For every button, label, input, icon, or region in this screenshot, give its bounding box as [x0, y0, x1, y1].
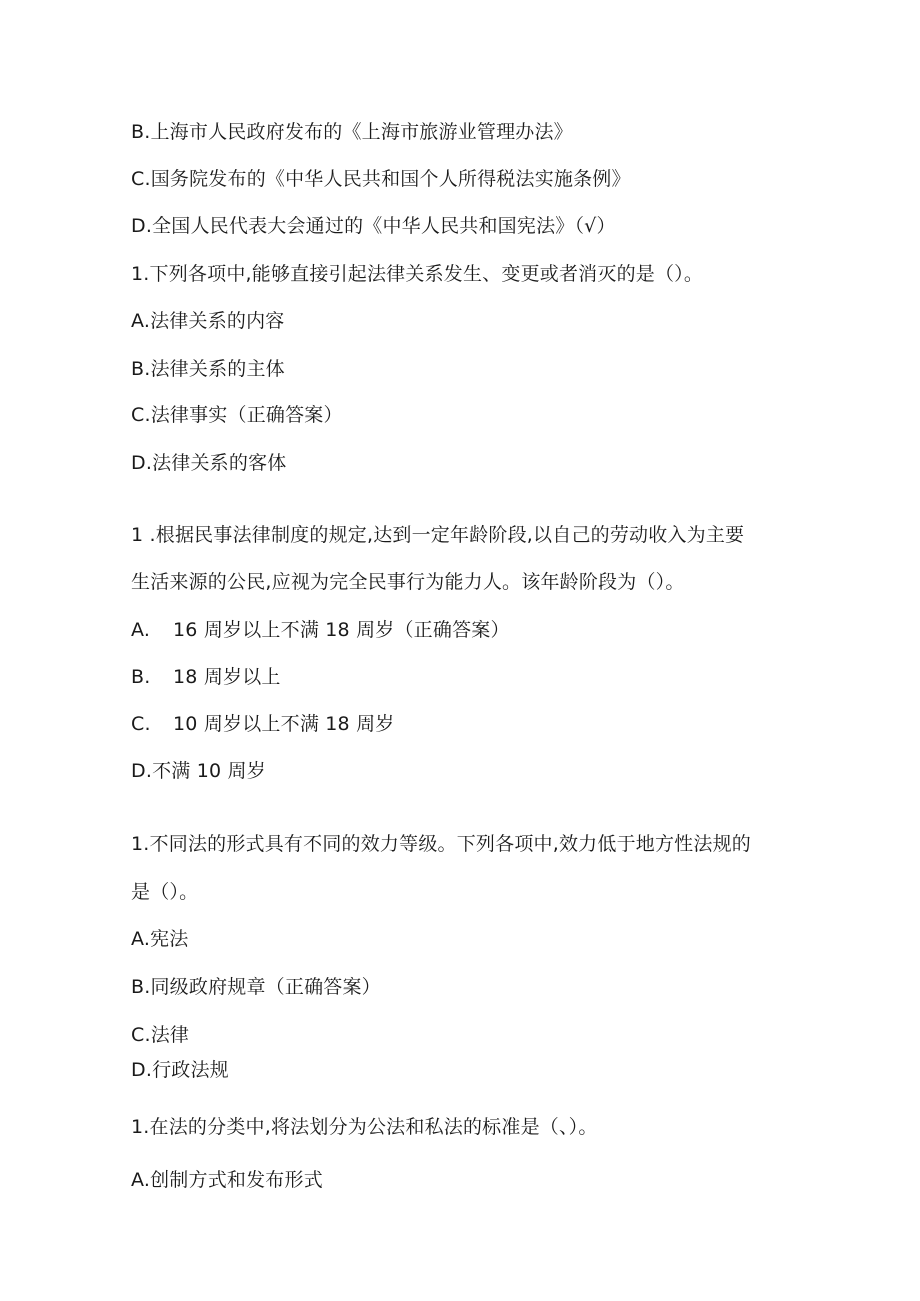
- q2-option-c-text: 10 周岁以上不满 18 周岁: [173, 713, 395, 735]
- q2-stem-line-1: 1 .根据民事法律制度的规定,达到一定年龄阶段,以自己的劳动收入为主要: [131, 524, 745, 546]
- q2-stem-line-2: 生活来源的公民,应视为完全民事行为能力人。该年龄阶段为（）。: [131, 571, 685, 593]
- q2-option-a-text: 16 周岁以上不满 18 周岁（正确答案）: [173, 619, 510, 641]
- q2-option-b-letter: B.: [131, 666, 151, 688]
- q3-option-d: D.行政法规: [131, 1059, 229, 1081]
- q4-stem: 1.在法的分类中,将法划分为公法和私法的标准是（、）。: [131, 1116, 598, 1138]
- q3-stem-line-1: 1.不同法的形式具有不同的效力等级。下列各项中,效力低于地方性法规的: [131, 833, 751, 855]
- q4-option-a: A.创制方式和发布形式: [131, 1169, 323, 1191]
- q2-option-b-text: 18 周岁以上: [173, 666, 281, 688]
- block1-option-c: C.国务院发布的《中华人民共和国个人所得税法实施条例》: [131, 168, 631, 190]
- q2-option-a: [131, 617, 510, 643]
- q3-option-c: C.法律: [131, 1024, 190, 1046]
- q1-option-a: A.法律关系的内容: [131, 310, 285, 332]
- q1-option-b: B.法律关系的主体: [131, 358, 285, 380]
- block1-option-d: D.全国人民代表大会通过的《中华人民共和国宪法》（√）: [131, 215, 616, 237]
- q2-option-d: D.不满 10 周岁: [131, 760, 266, 782]
- q1-stem: 1.下列各项中,能够直接引起法律关系发生、变更或者消灭的是（）。: [131, 263, 704, 285]
- q1-option-d: D.法律关系的客体: [131, 452, 287, 474]
- q3-option-a: A.宪法: [131, 928, 189, 950]
- q3-stem-line-2: 是（）。: [131, 881, 199, 903]
- block1-option-b: B.上海市人民政府发布的《上海市旅游业管理办法》: [131, 121, 573, 143]
- q1-option-c: C.法律事实（正确答案）: [131, 404, 343, 426]
- q2-option-c-letter: C.: [131, 713, 151, 735]
- q2-option-c: [131, 711, 394, 737]
- q2-option-b: [131, 664, 281, 690]
- q3-option-b: B.同级政府规章（正确答案）: [131, 976, 381, 998]
- q2-option-a-letter: A.: [131, 619, 151, 641]
